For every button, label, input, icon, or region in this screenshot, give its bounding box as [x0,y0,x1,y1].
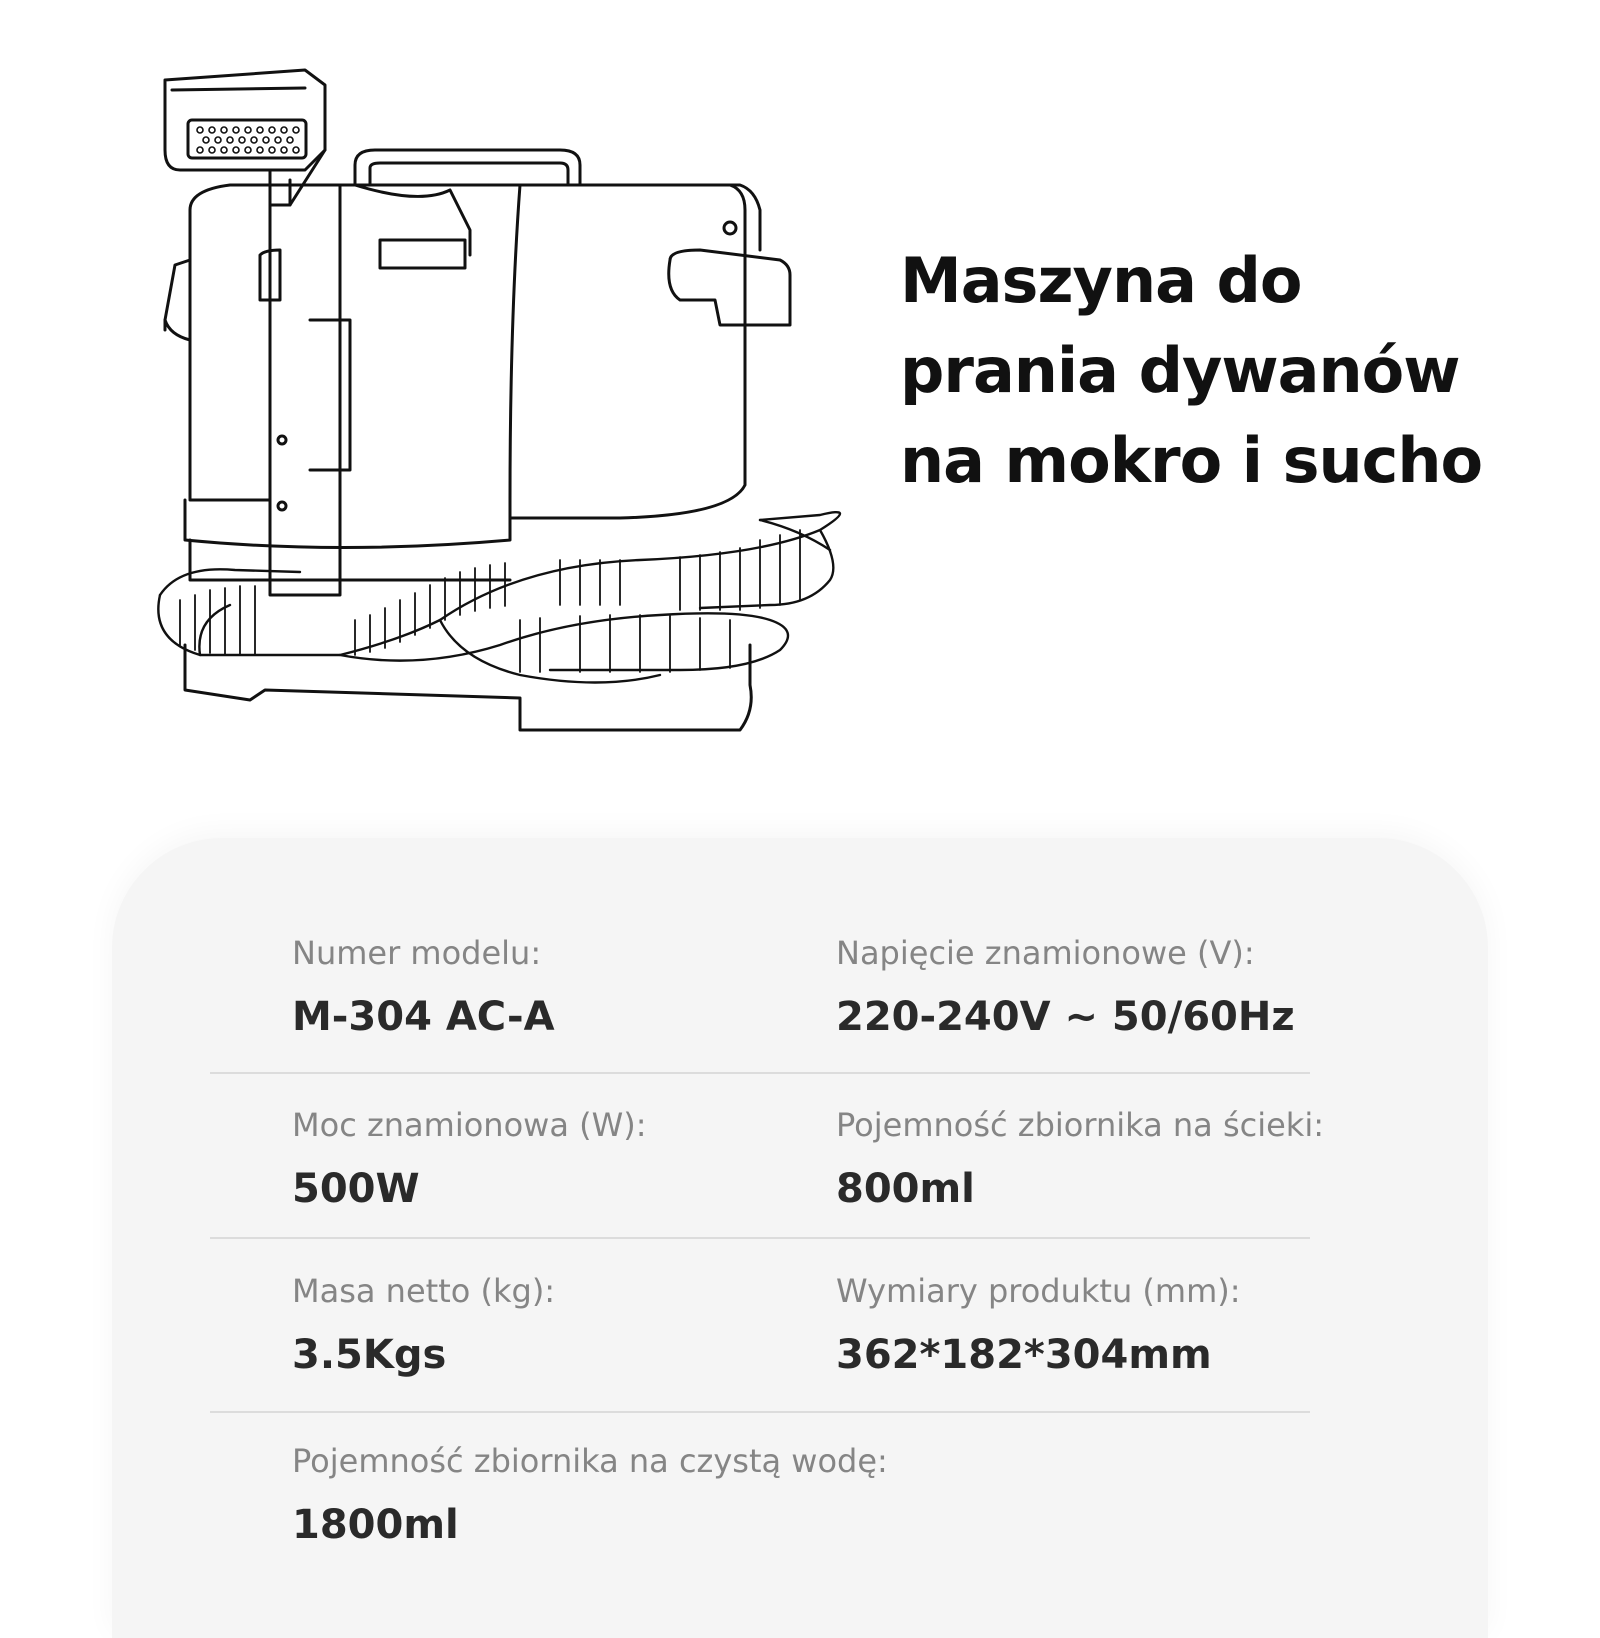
power-label: Moc znamionowa (W): [292,1106,647,1144]
weight-value: 3.5Kgs [292,1332,447,1378]
carpet-cleaner-illustration [140,60,880,760]
waste-tank-value: 800ml [836,1166,975,1212]
divider [210,1237,1310,1239]
model-value: M-304 AC-A [292,994,555,1040]
divider [210,1411,1310,1413]
clean-tank-value: 1800ml [292,1502,459,1548]
dimensions-value: 362*182*304mm [836,1332,1212,1378]
clean-tank-label: Pojemność zbiornika na czystą wodę: [292,1442,888,1480]
page-title [900,236,1580,506]
dimensions-label: Wymiary produktu (mm): [836,1272,1241,1310]
voltage-value: 220-240V ~ 50/60Hz [836,994,1295,1040]
divider [210,1072,1310,1074]
power-value: 500W [292,1166,420,1212]
title-line-1: Maszyna do [900,244,1302,317]
voltage-label: Napięcie znamionowe (V): [836,934,1255,972]
waste-tank-label: Pojemność zbiornika na ścieki: [836,1106,1324,1144]
model-label: Numer modelu: [292,934,542,972]
title-line-3: na mokro i sucho [900,424,1483,497]
title-line-2: prania dywanów [900,334,1460,407]
weight-label: Masa netto (kg): [292,1272,556,1310]
